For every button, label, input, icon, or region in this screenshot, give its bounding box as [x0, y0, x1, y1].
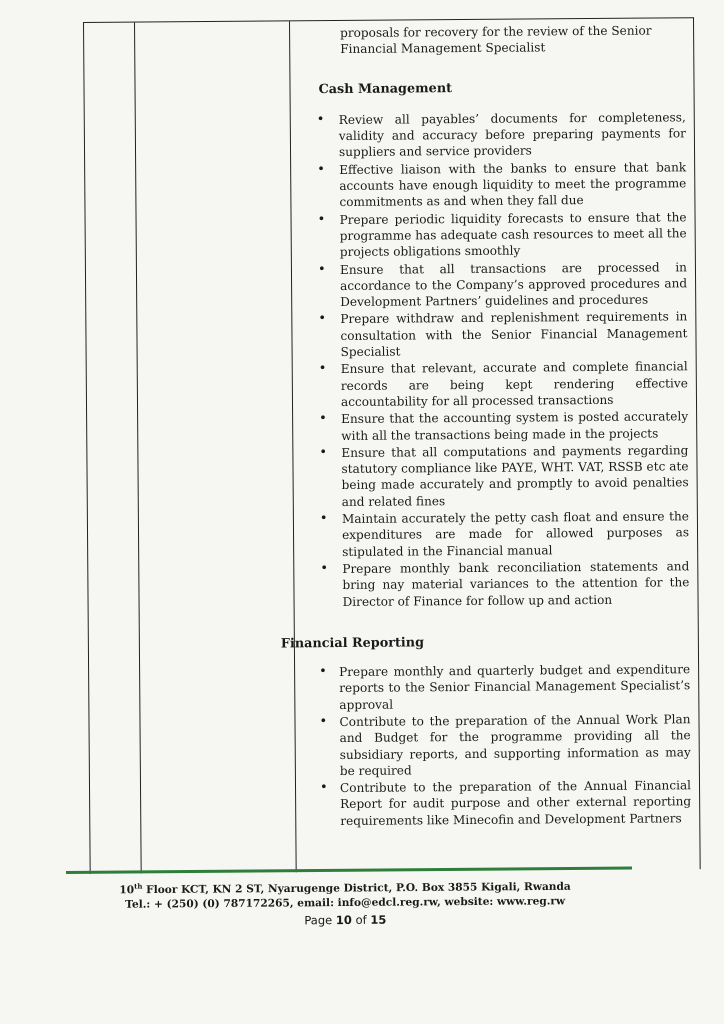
list-item	[299, 442, 688, 510]
bullet-icon: •	[319, 664, 327, 680]
list-item	[289, 661, 690, 713]
list-item-text: Ensure that relevant, accurate and complete financial records are being kept rendering effective accountability for all processed transactions	[340, 359, 688, 409]
cash-management-list	[297, 109, 690, 610]
page-total: 15	[370, 912, 387, 927]
page-current: 10	[335, 912, 352, 927]
list-item	[298, 309, 687, 361]
list-item-text: Prepare monthly bank reconciliation statements and bring nay material variances to the attention for the Director of Finance for follow up and action	[342, 559, 690, 609]
list-item	[299, 408, 688, 444]
bullet-icon: •	[316, 111, 325, 128]
page-number	[60, 910, 630, 928]
bullet-icon: •	[319, 714, 328, 730]
list-item-text: Prepare periodic liquidity forecasts to ensure that the programme has adequate cash resources to meet all the projects obligations smoothly	[339, 209, 687, 260]
section-heading-cash-management: Cash Management	[318, 80, 453, 97]
list-item	[300, 508, 689, 560]
bullet-icon: •	[317, 211, 326, 227]
list-item	[297, 159, 686, 211]
list-item-text: Maintain accurately the petty cash float and ensure the expenditures are made for allowed purposes as stipulated in the Financial manual	[341, 509, 690, 559]
bullet-icon: •	[318, 311, 327, 327]
list-item	[298, 259, 687, 311]
page-footer	[60, 876, 630, 929]
page-label: Page	[304, 912, 336, 927]
job-description-table	[83, 17, 701, 874]
list-item	[290, 777, 691, 829]
list-item-text: Ensure that all transactions are processed in accordance to the Company’s approved procedures and Development Partners’ guidelines and procedures	[339, 259, 688, 310]
address-text: Floor KCT, KN 2 ST, Nyarugenge District, P.O. Box 3855 Kigali, Rwanda	[142, 880, 571, 897]
floor-suffix: th	[134, 881, 143, 891]
list-item	[300, 558, 689, 610]
list-item-text: Effective liaison with the banks to ensure that bank accounts have enough liquidity to meet the programme commitments as and when they fall due	[339, 160, 687, 210]
continuation-text: proposals for recovery for the review of the Senior Financial Management Specialist	[340, 23, 652, 57]
list-item-text: Contribute to the preparation of the Annual Work Plan and Budget for the programme providing all the subsidiary reports, and supporting information as may be required	[339, 712, 691, 778]
list-item	[289, 711, 690, 779]
bullet-icon: •	[320, 560, 329, 577]
bullet-icon: •	[319, 411, 327, 427]
floor-number: 10	[119, 884, 135, 897]
section-heading-financial-reporting: Financial Reporting	[280, 635, 425, 652]
list-item-text: Ensure that all computations and payments regarding statutory compliance like PAYE, WHT. VAT, RSSB etc ate being made accurately and promptly to avoid penalties and related fines	[341, 443, 689, 509]
list-item	[299, 359, 688, 411]
table-column-divider	[134, 23, 142, 874]
list-item	[297, 109, 686, 161]
bullet-icon: •	[319, 444, 328, 460]
bullet-icon: •	[319, 511, 328, 527]
responsibilities-cell	[280, 22, 692, 872]
bullet-icon: •	[317, 261, 326, 277]
list-item-text: Ensure that the accounting system is posted accurately with all the transactions being made in the projects	[341, 409, 689, 443]
page-of: of	[351, 912, 371, 927]
footer-contact: Tel.: + (250) (0) 787172265, email: info@edcl.reg.rw, website: www.reg.rw	[125, 894, 566, 911]
bullet-icon: •	[319, 780, 328, 796]
bullet-icon: •	[317, 161, 325, 177]
financial-reporting-list	[289, 661, 691, 829]
list-item-text: Prepare monthly and quarterly budget and expenditure reports to the Senior Financial Management Specialist’s approval	[339, 662, 691, 712]
list-item-text: Review all payables’ documents for completeness, validity and accuracy before preparing payments for suppliers and service providers	[338, 110, 686, 160]
list-item	[297, 209, 686, 261]
bullet-icon: •	[318, 361, 327, 377]
list-item-text: Prepare withdraw and replenishment requirements in consultation with the Senior Financial Management Specialist	[340, 309, 688, 360]
list-item-text: Contribute to the preparation of the Annual Financial Report for audit purpose and other external reporting requirements like Minecofin and Development Partners	[339, 778, 692, 828]
